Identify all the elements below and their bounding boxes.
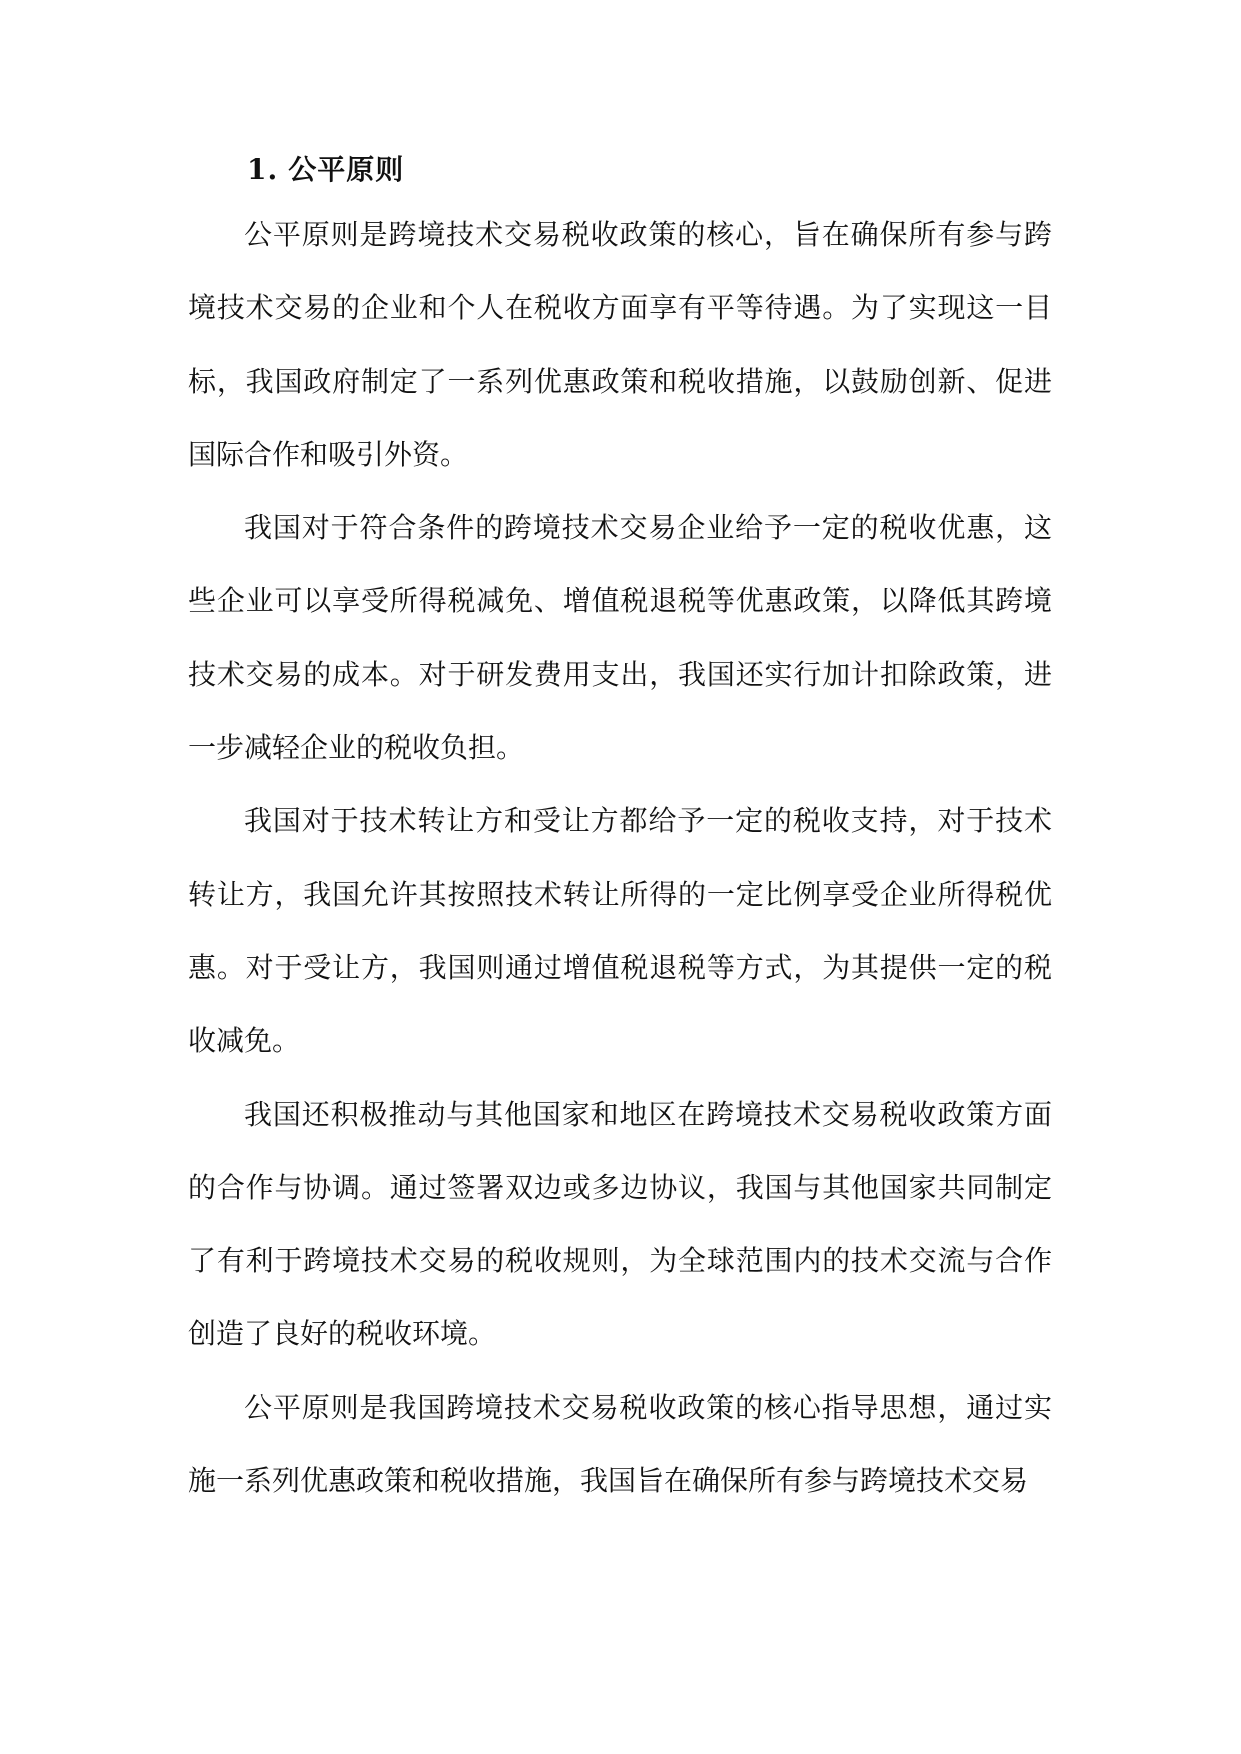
paragraph: 我国还积极推动与其他国家和地区在跨境技术交易税收政策方面的合作与协调。通过签署双边或多边协议，我国与其他国家共同制定了有利于跨境技术交易的税收规则，为全球范围内的技术交流与合作创造了良好的税收环境。: [188, 1097, 1052, 1351]
body-text: [188, 198, 1052, 1517]
paragraph: 公平原则是我国跨境技术交易税收政策的核心指导思想，通过实施一系列优惠政策和税收措施，我国旨在确保所有参与跨境技术交易: [188, 1390, 1052, 1498]
paragraph: 我国对于技术转让方和受让方都给予一定的税收支持，对于技术转让方，我国允许其按照技术转让所得的一定比例享受企业所得税优惠。对于受让方，我国则通过增值税退税等方式，为其提供一定的税收减免。: [188, 804, 1052, 1058]
paragraph: 我国对于符合条件的跨境技术交易企业给予一定的税收优惠，这些企业可以享受所得税减免、增值税退税等优惠政策，以降低其跨境技术交易的成本。对于研发费用支出，我国还实行加计扣除政策，进一步减轻企业的税收负担。: [188, 511, 1052, 765]
section-title: 公平原则: [288, 153, 405, 186]
paragraph: 公平原则是跨境技术交易税收政策的核心，旨在确保所有参与跨境技术交易的企业和个人在税收方面享有平等待遇。为了实现这一目标，我国政府制定了一系列优惠政策和税收措施，以鼓励创新、促进国际合作和吸引外资。: [188, 218, 1052, 471]
section-number: 1.: [247, 153, 279, 186]
section-heading: [247, 150, 404, 190]
